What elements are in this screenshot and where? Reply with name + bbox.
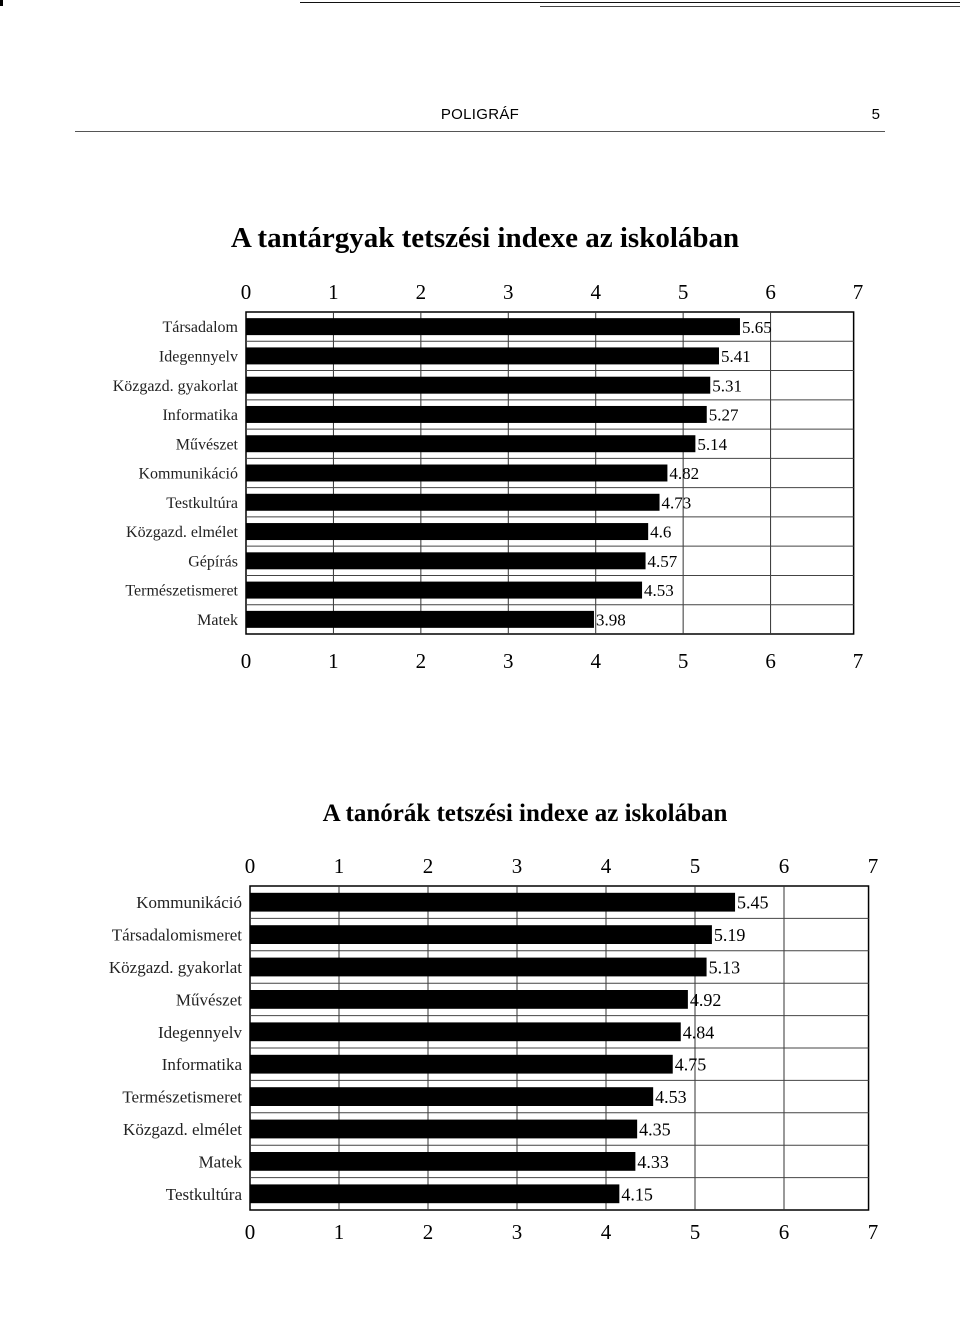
x-tick-label-bottom: 7 — [867, 1220, 879, 1244]
data-label: 4.92 — [689, 989, 722, 1010]
x-tick-label-top: 6 — [765, 280, 776, 304]
category-label: Természetismeret — [122, 1087, 242, 1107]
data-label: 4.33 — [637, 1151, 669, 1172]
category-label: Művészet — [175, 436, 238, 454]
x-tick-label-top: 5 — [689, 854, 701, 878]
x-tick-label-bottom: 3 — [503, 649, 514, 673]
x-tick-label-bottom: 2 — [415, 649, 427, 673]
data-label: 5.45 — [737, 892, 769, 913]
x-tick-label-bottom: 5 — [677, 649, 689, 673]
category-label: Idegennyelv — [157, 1022, 242, 1042]
category-label: Társadalom — [162, 319, 238, 337]
x-tick-label-bottom: 1 — [333, 1220, 345, 1244]
data-label: 5.19 — [713, 925, 746, 946]
x-tick-label-bottom: 4 — [600, 1220, 612, 1244]
bar — [250, 1184, 619, 1203]
data-label: 5.14 — [697, 434, 728, 454]
x-tick-label-bottom: 2 — [422, 1220, 434, 1244]
data-label: 5.41 — [720, 347, 751, 367]
x-tick-label-top: 3 — [503, 280, 514, 304]
x-tick-label-bottom: 3 — [511, 1220, 523, 1244]
category-label: Matek — [198, 1152, 242, 1172]
x-tick-label-top: 7 — [852, 280, 864, 304]
x-tick-label-bottom: 4 — [590, 649, 601, 673]
data-label: 4.53 — [655, 1087, 687, 1108]
category-label: Kommunikáció — [136, 893, 242, 913]
x-tick-label-top: 0 — [240, 280, 252, 304]
category-label: Művészet — [175, 990, 242, 1010]
bar — [250, 1152, 635, 1171]
x-tick-label-bottom: 7 — [852, 649, 864, 673]
category-label: Közgazd. elmélet — [126, 524, 238, 542]
data-label: 5.13 — [708, 957, 741, 978]
x-tick-label-top: 6 — [778, 854, 790, 878]
category-label: Társadalomismeret — [111, 925, 242, 945]
category-label: Testkultúra — [166, 494, 238, 512]
category-label: Gépírás — [188, 553, 238, 571]
bar — [250, 893, 735, 912]
x-tick-label-top: 5 — [677, 280, 689, 304]
category-label: Informatika — [162, 407, 238, 425]
category-label: Közgazd. gyakorlat — [108, 957, 242, 977]
bar — [250, 1120, 637, 1139]
bar — [250, 1055, 673, 1074]
category-label: Matek — [197, 611, 238, 629]
data-label: 5.65 — [741, 317, 772, 337]
data-label: 4.15 — [621, 1184, 653, 1205]
data-label: 4.73 — [661, 493, 692, 513]
category-label: Idegennyelv — [158, 348, 238, 366]
category-label: Testkultúra — [165, 1184, 242, 1204]
data-label: 4.82 — [669, 464, 700, 484]
x-tick-label-bottom: 1 — [328, 649, 339, 673]
data-label: 4.6 — [650, 522, 672, 542]
category-label: Közgazd. gyakorlat — [112, 377, 238, 395]
data-label: 4.53 — [644, 581, 674, 601]
x-tick-label-bottom: 0 — [244, 1220, 256, 1244]
page-number: 5 — [871, 106, 880, 123]
category-label: Közgazd. elmélet — [123, 1119, 242, 1139]
data-label: 3.98 — [595, 610, 626, 630]
data-label: 4.57 — [647, 551, 678, 571]
x-tick-label-bottom: 0 — [240, 649, 252, 673]
x-tick-label-top: 7 — [867, 854, 879, 878]
x-tick-label-bottom: 6 — [765, 649, 776, 673]
x-tick-label-bottom: 5 — [689, 1220, 701, 1244]
bar — [250, 1022, 681, 1041]
x-tick-label-top: 1 — [328, 280, 339, 304]
x-tick-label-top: 2 — [415, 280, 427, 304]
running-header-title: POLIGRÁF — [440, 106, 520, 123]
data-label: 4.35 — [639, 1119, 671, 1140]
bar — [250, 925, 712, 944]
bar — [250, 990, 688, 1009]
bar — [250, 958, 707, 977]
data-label: 4.75 — [674, 1054, 707, 1075]
bar — [250, 1087, 653, 1106]
x-tick-label-top: 1 — [333, 854, 345, 878]
data-label: 4.84 — [682, 1022, 715, 1043]
chart-title: A tanórák tetszési indexe az iskolában — [322, 800, 728, 827]
category-label: Kommunikáció — [138, 465, 238, 483]
data-label: 5.31 — [712, 376, 742, 396]
x-tick-label-top: 0 — [244, 854, 256, 878]
category-label: Természetismeret — [125, 582, 238, 600]
data-label: 5.27 — [708, 405, 739, 425]
x-tick-label-top: 4 — [600, 854, 612, 878]
x-tick-label-bottom: 6 — [778, 1220, 790, 1244]
x-tick-label-top: 4 — [590, 280, 601, 304]
x-tick-label-top: 3 — [511, 854, 523, 878]
x-tick-label-top: 2 — [422, 854, 434, 878]
category-label: Informatika — [161, 1055, 242, 1075]
chart-title: A tantárgyak tetszési indexe az iskolában — [230, 222, 740, 254]
